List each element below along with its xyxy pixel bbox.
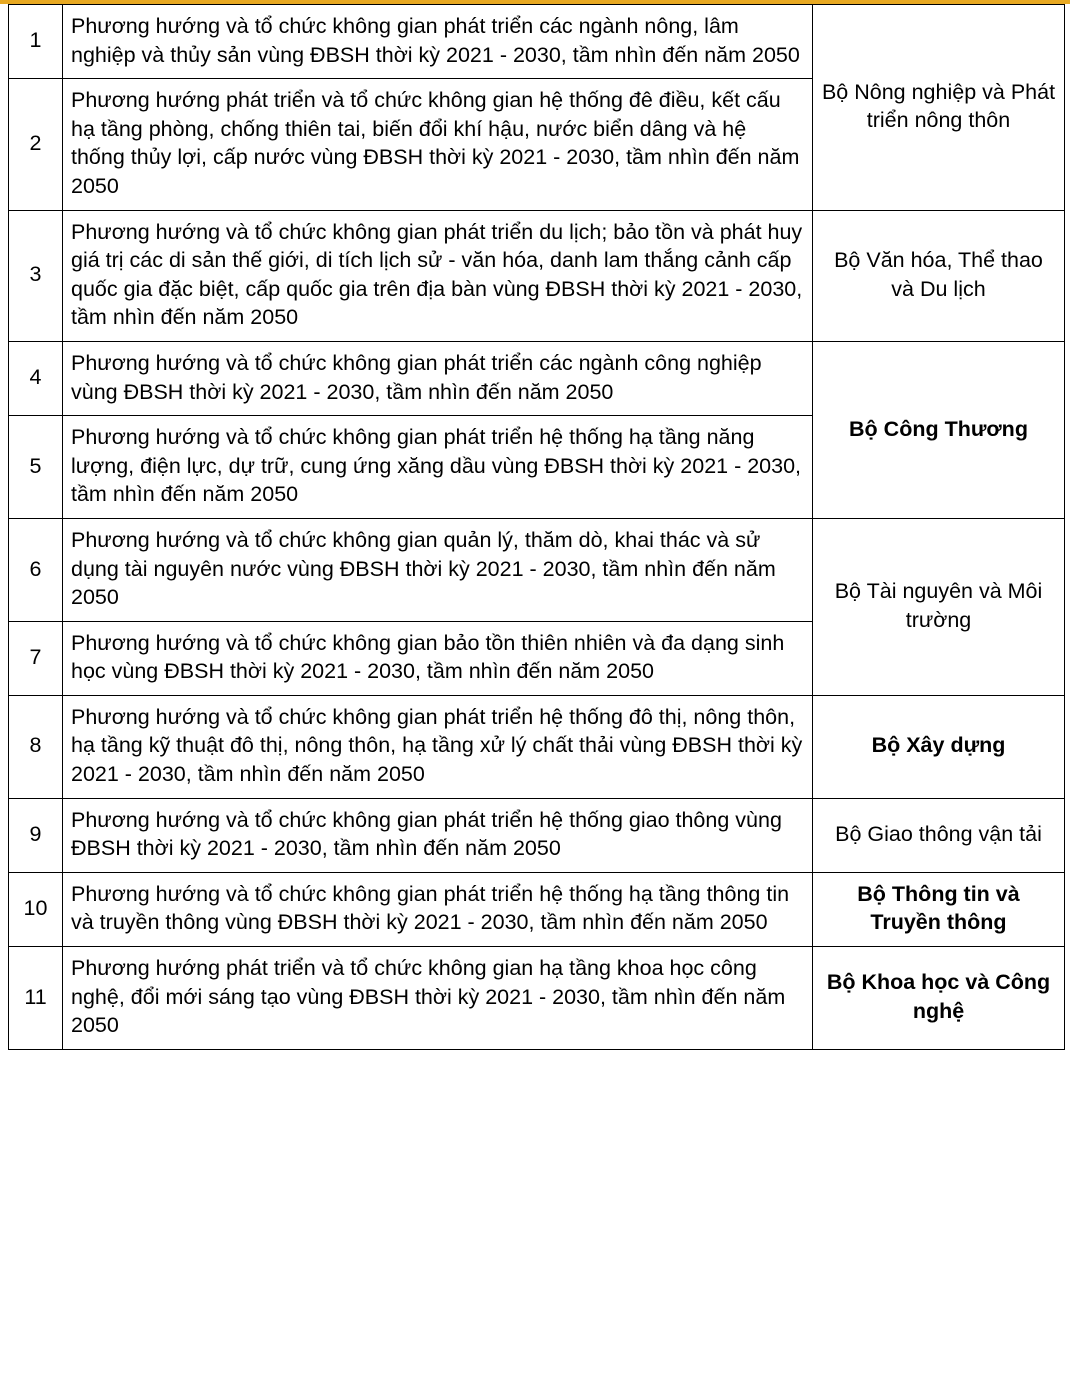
row-agency-text: Bộ Khoa học và Công nghệ: [826, 970, 1057, 1023]
row-agency: [813, 798, 1065, 872]
row-agency-text: Bộ Tài nguyên và Môi trường: [834, 579, 1049, 632]
row-number: 9: [9, 798, 63, 872]
row-number: 6: [9, 518, 63, 621]
row-content-text: Phương hướng phát triển và tổ chức không gian hạ tầng khoa học công nghệ, đổi mới sáng tạo vùng ĐBSH thời kỳ 2021 - 2030, tầm nhìn đến năm 2050: [71, 956, 792, 1038]
row-content: [63, 872, 813, 946]
row-agency-text: Bộ Thông tin và Truyền thông: [857, 881, 1026, 935]
row-agency-text: Bộ Giao thông vận tải: [835, 821, 1042, 846]
row-content: [63, 416, 813, 519]
table-row: [9, 798, 1065, 872]
row-content-text: Phương hướng và tổ chức không gian phát triển hệ thống đô thị, nông thôn, hạ tầng kỹ thuật đô thị, nông thôn, hạ tầng xử lý chất thải vùng ĐBSH thời kỳ 2021 - 2030, tầm nhìn đến năm 2050: [71, 704, 809, 787]
row-content: [63, 5, 813, 79]
row-agency: [813, 695, 1065, 798]
table-row: [9, 947, 1065, 1050]
row-agency: [813, 341, 1065, 518]
row-agency: [813, 5, 1065, 211]
row-content: [63, 79, 813, 210]
row-content: [63, 518, 813, 621]
row-number: 3: [9, 210, 63, 341]
row-content-text: Phương hướng và tổ chức không gian phát triển du lịch; bảo tồn và phát huy giá trị các di sản thế giới, di tích lịch sử - văn hóa, danh lam thắng cảnh cấp quốc gia đặc biệt, cấp quốc gia trên địa bàn vùng ĐBSH thời kỳ 2021 - 2030, tầm nhìn đến năm 2050: [71, 219, 809, 330]
table-row: [9, 210, 1065, 341]
row-number: 1: [9, 5, 63, 79]
table-row: [9, 5, 1065, 79]
row-agency-text: Bộ Công Thương: [849, 416, 1028, 441]
row-content-text: Phương hướng phát triển và tổ chức không gian hệ thống đê điều, kết cấu hạ tầng phòng, chống thiên tai, biến đổi khí hậu, nước biển dâng và hệ thống thủy lợi, cấp nước vùng ĐBSH thời kỳ 2021 - 2030, tầm nhìn đến năm 2050: [71, 88, 806, 198]
row-content: [63, 621, 813, 695]
row-content-text: Phương hướng và tổ chức không gian phát triển hệ thống giao thông vùng ĐBSH thời kỳ 2021 - 2030, tầm nhìn đến năm 2050: [71, 807, 788, 861]
row-content-text: Phương hướng và tổ chức không gian phát triển hệ thống hạ tầng năng lượng, điện lực, dự trữ, cung ứng xăng dầu vùng ĐBSH thời kỳ 2021 - 2030, tầm nhìn đến năm 2050: [71, 425, 808, 507]
row-number: 5: [9, 416, 63, 519]
row-agency: [813, 518, 1065, 695]
plan-content-table: [8, 4, 1065, 1050]
row-content: [63, 341, 813, 415]
row-number: 7: [9, 621, 63, 695]
row-content-text: Phương hướng và tổ chức không gian phát triển hệ thống hạ tầng thông tin và truyền thông vùng ĐBSH thời kỳ 2021 - 2030, tầm nhìn đến năm 2050: [71, 881, 796, 935]
row-agency-text: Bộ Xây dựng: [871, 733, 1006, 758]
row-content: [63, 947, 813, 1050]
row-content: [63, 798, 813, 872]
table-row: [9, 695, 1065, 798]
table-row: [9, 872, 1065, 946]
row-number: 11: [9, 947, 63, 1050]
row-number: 10: [9, 872, 63, 946]
row-agency: [813, 947, 1065, 1050]
row-content: [63, 210, 813, 341]
row-number: 2: [9, 79, 63, 210]
row-content-text: Phương hướng và tổ chức không gian bảo tồn thiên nhiên và đa dạng sinh học vùng ĐBSH thời kỳ 2021 - 2030, tầm nhìn đến năm 2050: [71, 630, 791, 684]
row-agency: [813, 210, 1065, 341]
table-row: [9, 341, 1065, 415]
row-content-text: Phương hướng và tổ chức không gian phát triển các ngành nông, lâm nghiệp và thủy sản vùng ĐBSH thời kỳ 2021 - 2030, tầm nhìn đến năm 2050: [71, 14, 800, 67]
row-content-text: Phương hướng và tổ chức không gian phát triển các ngành công nghiệp vùng ĐBSH thời kỳ 2021 - 2030, tầm nhìn đến năm 2050: [71, 350, 768, 404]
row-agency: [813, 872, 1065, 946]
row-agency-text: Bộ Nông nghiệp và Phát triển nông thôn: [821, 79, 1062, 133]
row-number: 8: [9, 695, 63, 798]
row-content: [63, 695, 813, 798]
row-content-text: Phương hướng và tổ chức không gian quản lý, thăm dò, khai thác và sử dụng tài nguyên nước vùng ĐBSH thời kỳ 2021 - 2030, tầm nhìn đến năm 2050: [71, 527, 782, 610]
table-row: [9, 518, 1065, 621]
row-agency-text: Bộ Văn hóa, Thể thao và Du lịch: [834, 248, 1049, 301]
row-number: 4: [9, 341, 63, 415]
